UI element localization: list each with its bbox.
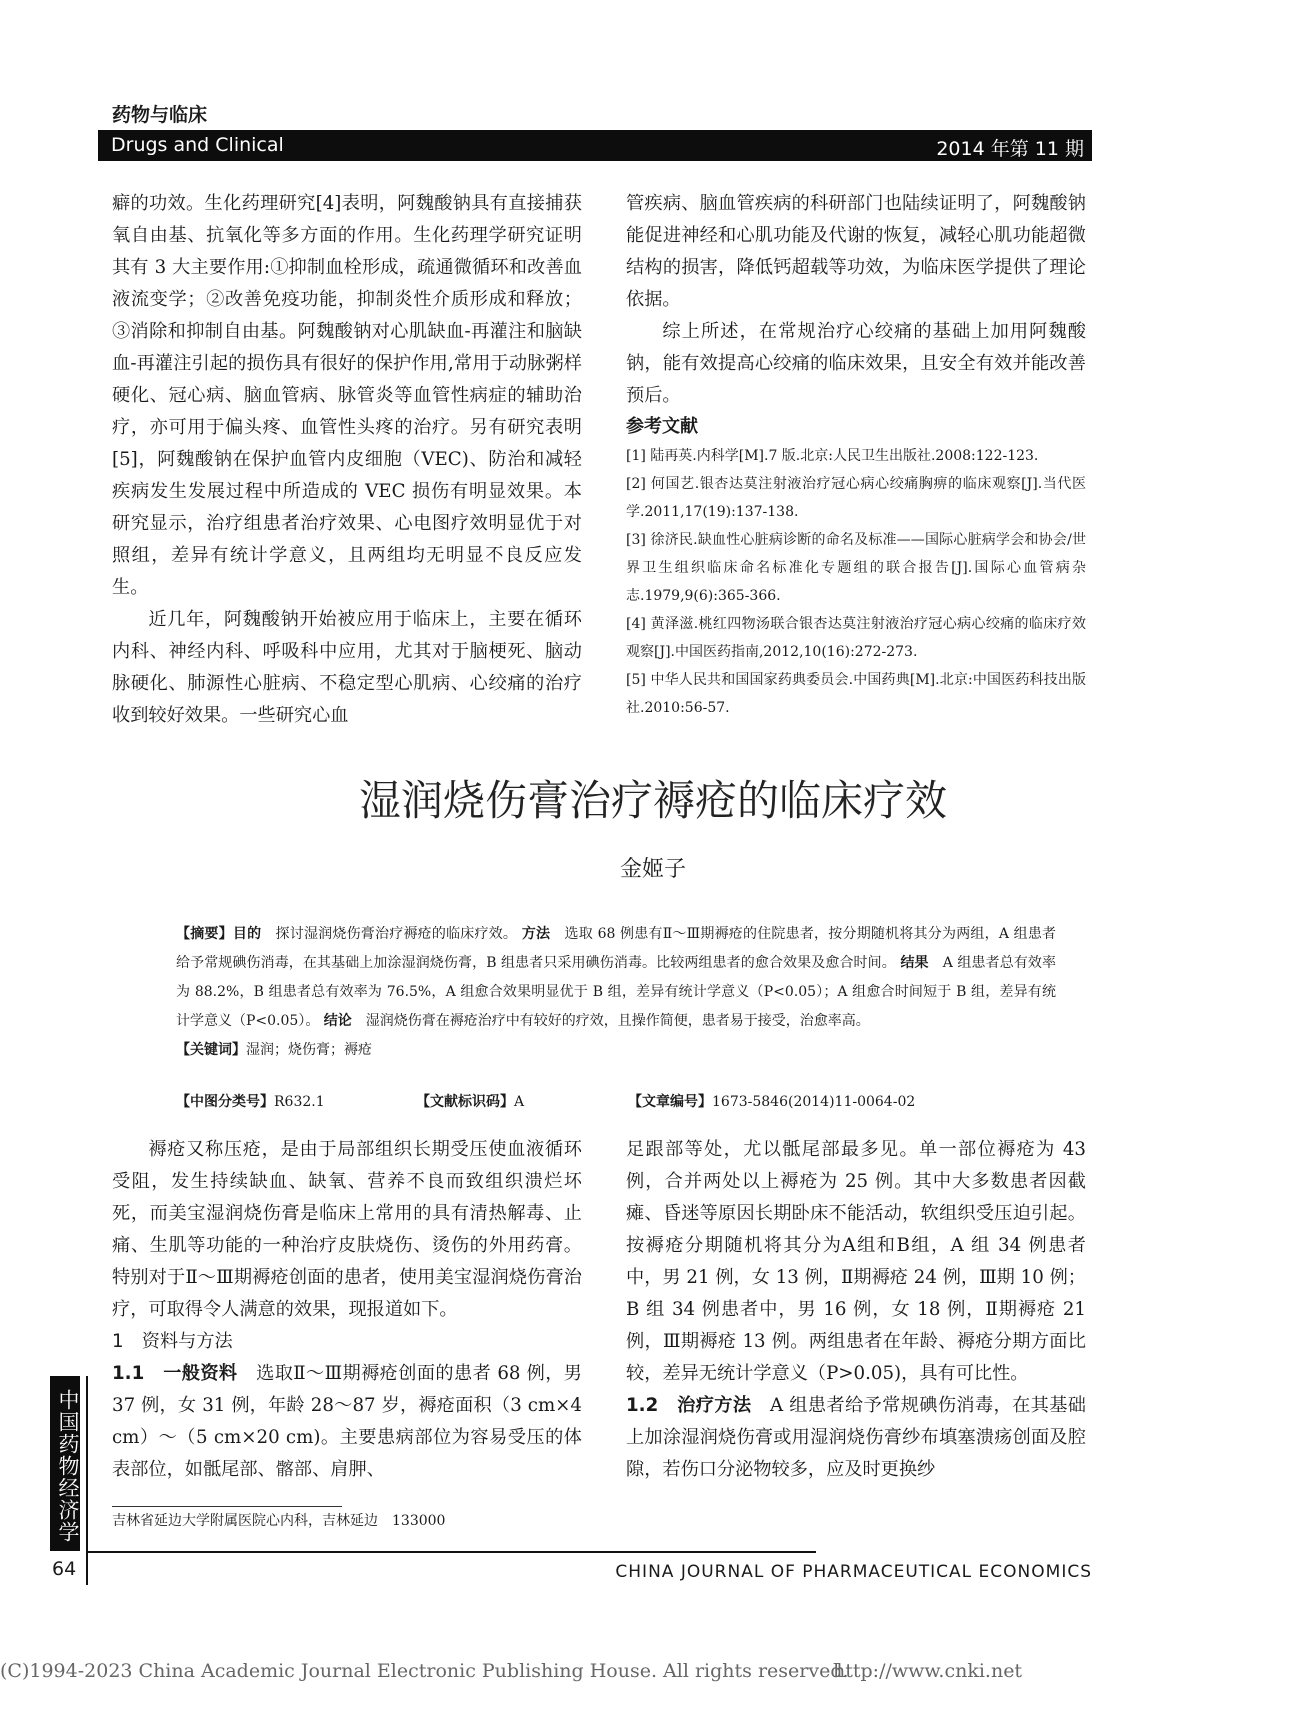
conclusion-text: 湿润烧伤膏在褥疮治疗中有较好的疗效，且操作简便，患者易于接受，治愈率高。 bbox=[365, 1013, 870, 1029]
section-heading: 1 资料与方法 bbox=[112, 1331, 233, 1352]
keywords-label: 【关键词】 bbox=[176, 1042, 246, 1058]
result-text: A 组患者总有效率为 88.2%，B 组患者总有效率为 76.5%，A 组愈合效果明显优于 B 组，差异有统计学意义（P<0.05）；A 组愈合时间短于 B 组，差异有统计学意义（P<0.05）。 bbox=[176, 955, 1057, 1029]
paragraph bbox=[112, 1358, 582, 1486]
doc-code-field bbox=[416, 1090, 524, 1114]
subsection-heading: 1.2 治疗方法 bbox=[626, 1395, 752, 1416]
method-text: 选取 68 例患有Ⅱ～Ⅲ期褥疮的住院患者，按分期随机将其分为两组，A 组患者给予常规碘伤消毒，在其基础上加涂湿润烧伤膏，B 组患者只采用碘伤消毒。比较两组患者的愈合效果及愈合时间。 bbox=[176, 926, 1057, 971]
article-right-column bbox=[626, 1134, 1086, 1486]
paragraph: 近几年，阿魏酸钠开始被应用于临床上，主要在循环内科、神经内科、呼吸科中应用，尤其对于脑梗死、脑动脉硬化、肺源性心脏病、不稳定型心肌病、心绞痛的治疗收到较好效果。一些研究心血 bbox=[112, 609, 582, 726]
author-affiliation: 吉林省延边大学附属医院心内科，吉林延边 133000 bbox=[112, 1513, 446, 1529]
reference-item: [4] 黄泽滋.桃红四物汤联合银杏达莫注射液治疗冠心病心绞痛的临床疗效观察[J].中国医药指南,2012,10(16):272-273. bbox=[626, 616, 1086, 660]
paragraph: 足跟部等处，尤以骶尾部最多见。单一部位褥疮为 43 例，合并两处以上褥疮为 25 例。其中大多数患者因截瘫、昏迷等原因长期卧床不能活动，软组织受压迫引起。按褥疮分期随机将其分为A组和B组，A 组 34 例患者中，男 21 例，女 13 例，Ⅱ期褥疮 24 例，Ⅲ期 10 例；B 组 34 例患者中，男 16 例，女 18 例，Ⅱ期褥疮 21 例，Ⅲ期褥疮 13 例。两组患者在年龄、褥疮分期方面比较，差异无统计学意义（P>0.05)，具有可比性。 bbox=[626, 1139, 1086, 1384]
reference-item: [2] 何国艺.银杏达莫注射液治疗冠心病心绞痛胸痹的临床观察[J].当代医学.2011,17(19):137-138. bbox=[626, 476, 1086, 520]
reference-item: [5] 中华人民共和国国家药典委员会.中国药典[M].北京:中国医药科技出版社.2010:56-57. bbox=[626, 672, 1086, 716]
article-left-column bbox=[112, 1134, 582, 1486]
vertical-rule bbox=[86, 1376, 88, 1585]
abstract bbox=[176, 920, 1056, 1065]
doc-code-label: 【文献标识码】 bbox=[416, 1094, 514, 1110]
reference-item: [3] 徐济民.缺血性心脏病诊断的命名及标准——国际心脏病学会和协会/世界卫生组织临床命名标准化专题组的联合报告[J].国际心血管病杂志.1979,9(6):365-366. bbox=[626, 532, 1086, 604]
article-no-label: 【文章编号】 bbox=[628, 1094, 712, 1110]
paragraph: 管疾病、脑血管疾病的科研部门也陆续证明了，阿魏酸钠能促进神经和心肌功能及代谢的恢复，减轻心肌功能超微结构的损害，降低钙超载等功效，为临床医学提供了理论依据。 bbox=[626, 193, 1086, 310]
journal-sidebar-label: 中国药物经济学 bbox=[50, 1376, 80, 1551]
paragraph: 综上所述，在常规治疗心绞痛的基础上加用阿魏酸钠，能有效提高心绞痛的临床效果，且安全有效并能改善预后。 bbox=[626, 321, 1086, 406]
doc-code-value: A bbox=[514, 1094, 525, 1110]
copyright-url: http://www.cnki.net bbox=[833, 1660, 1023, 1682]
reference-item: [1] 陆再英.内科学[M].7 版.北京:人民卫生出版社.2008:122-123. bbox=[626, 448, 1039, 464]
subsection-text: 选取Ⅱ～Ⅲ期褥疮创面的患者 68 例，男 37 例，女 31 例，年龄 28～87 岁，褥疮面积（3 cm×4 cm）～（5 cm×20 cm)。主要患病部位为容易受压的体表部位，如骶尾部、髂部、肩胛、 bbox=[112, 1363, 582, 1480]
conclusion-label: 结论 bbox=[323, 1013, 352, 1029]
journal-section-title: 药物与临床 bbox=[112, 104, 208, 126]
article-author: 金姬子 bbox=[619, 857, 686, 882]
objective-label: 目的 bbox=[232, 926, 262, 942]
article-title: 湿润烧伤膏治疗褥疮的临床疗效 bbox=[358, 776, 947, 825]
page-number: 64 bbox=[52, 1558, 77, 1580]
copyright-text: (C)1994-2023 China Academic Journal Electronic Publishing House. All rights reserved. bbox=[0, 1660, 849, 1682]
reference-list bbox=[626, 442, 1086, 722]
article-no-value: 1673-5846(2014)11-0064-02 bbox=[712, 1094, 916, 1110]
article-no-field bbox=[628, 1090, 915, 1114]
subsection-heading: 1.1 一般资料 bbox=[112, 1363, 238, 1384]
subsection-text: A 组患者给予常规碘伤消毒，在其基础上加涂湿润烧伤膏或用湿润烧伤膏纱布填塞溃疡创面及腔隙，若伤口分泌物较多，应及时更换纱 bbox=[626, 1395, 1086, 1480]
references-heading: 参考文献 bbox=[626, 416, 698, 437]
journal-english-footer: CHINA JOURNAL OF PHARMACEUTICAL ECONOMICS bbox=[615, 1562, 1092, 1582]
footnote-divider bbox=[112, 1506, 342, 1507]
journal-english-name: Drugs and Clinical bbox=[111, 134, 284, 156]
result-label: 结果 bbox=[900, 955, 929, 971]
issue-number: 2014 年第 11 期 bbox=[936, 138, 1084, 160]
paragraph bbox=[626, 1390, 1086, 1486]
abstract-label: 【摘要】 bbox=[176, 926, 233, 942]
copyright-line bbox=[0, 1660, 1023, 1682]
paragraph: 癖的功效。生化药理研究[4]表明，阿魏酸钠具有直接捕获氧自由基、抗氧化等多方面的作用。生化药理学研究证明其有 3 大主要作用:①抑制血栓形成，疏通微循环和改善血液流变学；②改善免疫功能，抑制炎性介质形成和释放；③消除和抑制自由基。阿魏酸钠对心肌缺血-再灌注和脑缺血-再灌注引起的损伤具有很好的保护作用,常用于动脉粥样硬化、冠心病、脑血管病、脉管炎等血管性病症的辅助治疗，亦可用于偏头疼、血管性头疼的治疗。另有研究表明[5]，阿魏酸钠在保护血管内皮细胞（VEC)、防治和减轻疾病发生发展过程中所造成的 VEC 损伤有明显效果。本研究显示，治疗组患者治疗效果、心电图疗效明显优于对照组，差异有统计学意义，且两组均无明显不良反应发生。 bbox=[112, 193, 582, 598]
clc-field bbox=[176, 1090, 325, 1114]
footer-divider bbox=[86, 1551, 816, 1553]
clc-label: 【中图分类号】 bbox=[176, 1094, 274, 1110]
method-label: 方法 bbox=[521, 926, 551, 942]
clc-value: R632.1 bbox=[274, 1094, 325, 1110]
prev-article-right-column bbox=[626, 188, 1086, 722]
keywords-text: 湿润；烧伤膏；褥疮 bbox=[246, 1042, 372, 1058]
header-bar bbox=[98, 130, 1092, 161]
prev-article-left-column bbox=[112, 188, 582, 732]
objective-text: 探讨湿润烧伤膏治疗褥疮的临床疗效。 bbox=[275, 926, 518, 942]
intro-paragraph: 褥疮又称压疮，是由于局部组织长期受压使血液循环受阻，发生持续缺血、缺氧、营养不良而致组织溃烂坏死，而美宝湿润烧伤膏是临床上常用的具有清热解毒、止痛、生肌等功能的一种治疗皮肤烧伤、烫伤的外用药膏。特别对于Ⅱ～Ⅲ期褥疮创面的患者，使用美宝湿润烧伤膏治疗，可取得令人满意的效果，现报道如下。 bbox=[112, 1139, 582, 1320]
